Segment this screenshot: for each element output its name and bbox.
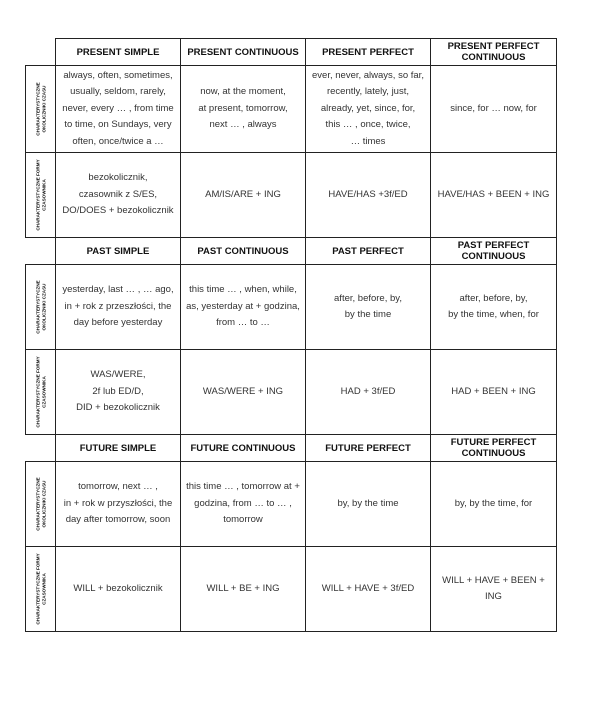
row-label-cell xyxy=(26,462,56,547)
row-label-cell xyxy=(26,547,56,632)
verb-form-cell: WILL + HAVE + 3f/ED xyxy=(306,547,431,632)
tense-header: PAST PERFECT xyxy=(306,238,431,265)
verb-form-cell: WILL + bezokolicznik xyxy=(56,547,181,632)
time-expressions-cell: by, by the time xyxy=(306,462,431,547)
tense-header: PAST PERFECT CONTINUOUS xyxy=(431,238,557,265)
row-label-cell xyxy=(26,265,56,350)
time-expressions-row xyxy=(26,265,557,350)
tense-header: PRESENT PERFECT xyxy=(306,39,431,66)
time-expressions-cell: after, before, by, by the time, when, for xyxy=(431,265,557,350)
tenses-table xyxy=(25,38,557,632)
row-label: CHARAKTERYSTYCZNE OKOLICZNIKI CZASU xyxy=(35,477,46,531)
time-expressions-cell: ever, never, always, so far, recently, lately, just, already, yet, since, for, this … , once, twice, … times xyxy=(306,66,431,153)
time-expressions-cell: yesterday, last … , … ago, in + rok z przeszłości, the day before yesterday xyxy=(56,265,181,350)
tense-header: PAST CONTINUOUS xyxy=(181,238,306,265)
verb-form-cell: HAVE/HAS +3f/ED xyxy=(306,153,431,238)
header-row xyxy=(26,39,557,66)
row-label: CHARAKTERYSTYCZNE FORMY CZASOWNIKA xyxy=(35,159,46,231)
row-label: CHARAKTERYSTYCZNE FORMY CZASOWNIKA xyxy=(35,356,46,428)
header-row xyxy=(26,435,557,462)
tense-header: FUTURE SIMPLE xyxy=(56,435,181,462)
verb-forms-row xyxy=(26,547,557,632)
verb-form-cell: AM/IS/ARE + ING xyxy=(181,153,306,238)
verb-form-cell: HAVE/HAS + BEEN + ING xyxy=(431,153,557,238)
tense-header: FUTURE PERFECT xyxy=(306,435,431,462)
tense-header: PAST SIMPLE xyxy=(56,238,181,265)
time-expressions-cell: always, often, sometimes, usually, seldom, rarely, never, every … , from time to time, on Sundays, very often, once/twice a … xyxy=(56,66,181,153)
row-label-cell xyxy=(26,153,56,238)
verb-form-cell: HAD + BEEN + ING xyxy=(431,350,557,435)
time-expressions-row xyxy=(26,462,557,547)
verb-form-cell: HAD + 3f/ED xyxy=(306,350,431,435)
time-expressions-cell: this time … , tomorrow at + godzina, from … to … , tomorrow xyxy=(181,462,306,547)
time-expressions-cell: after, before, by, by the time xyxy=(306,265,431,350)
corner-cell xyxy=(26,39,56,66)
row-label: CHARAKTERYSTYCZNE FORMY CZASOWNIKA xyxy=(35,553,46,625)
time-expressions-cell: since, for … now, for xyxy=(431,66,557,153)
time-expressions-cell: by, by the time, for xyxy=(431,462,557,547)
tense-header: FUTURE PERFECT CONTINUOUS xyxy=(431,435,557,462)
time-expressions-row xyxy=(26,66,557,153)
verb-form-cell: WILL + BE + ING xyxy=(181,547,306,632)
tense-header: FUTURE CONTINUOUS xyxy=(181,435,306,462)
verb-form-cell: WAS/WERE, 2f lub ED/D, DID + bezokolicznik xyxy=(56,350,181,435)
verb-form-cell: WILL + HAVE + BEEN + ING xyxy=(431,547,557,632)
time-expressions-cell: tomorrow, next … , in + rok w przyszłości, the day after tomorrow, soon xyxy=(56,462,181,547)
header-row xyxy=(26,238,557,265)
row-label-cell xyxy=(26,350,56,435)
tense-header: PRESENT PERFECT CONTINUOUS xyxy=(431,39,557,66)
corner-cell xyxy=(26,435,56,462)
corner-cell xyxy=(26,238,56,265)
verb-forms-row xyxy=(26,153,557,238)
row-label: CHARAKTERYSTYCZNE OKOLICZNIKI CZASU xyxy=(35,82,46,136)
verb-form-cell: bezokolicznik, czasownik z S/ES, DO/DOES + bezokolicznik xyxy=(56,153,181,238)
time-expressions-cell: now, at the moment, at present, tomorrow, next … , always xyxy=(181,66,306,153)
time-expressions-cell: this time … , when, while, as, yesterday at + godzina, from … to … xyxy=(181,265,306,350)
tense-header: PRESENT CONTINUOUS xyxy=(181,39,306,66)
verb-form-cell: WAS/WERE + ING xyxy=(181,350,306,435)
verb-forms-row xyxy=(26,350,557,435)
tenses-table-body xyxy=(26,39,557,632)
row-label: CHARAKTERYSTYCZNE OKOLICZNIKI CZASU xyxy=(35,280,46,334)
row-label-cell xyxy=(26,66,56,153)
tense-header: PRESENT SIMPLE xyxy=(56,39,181,66)
